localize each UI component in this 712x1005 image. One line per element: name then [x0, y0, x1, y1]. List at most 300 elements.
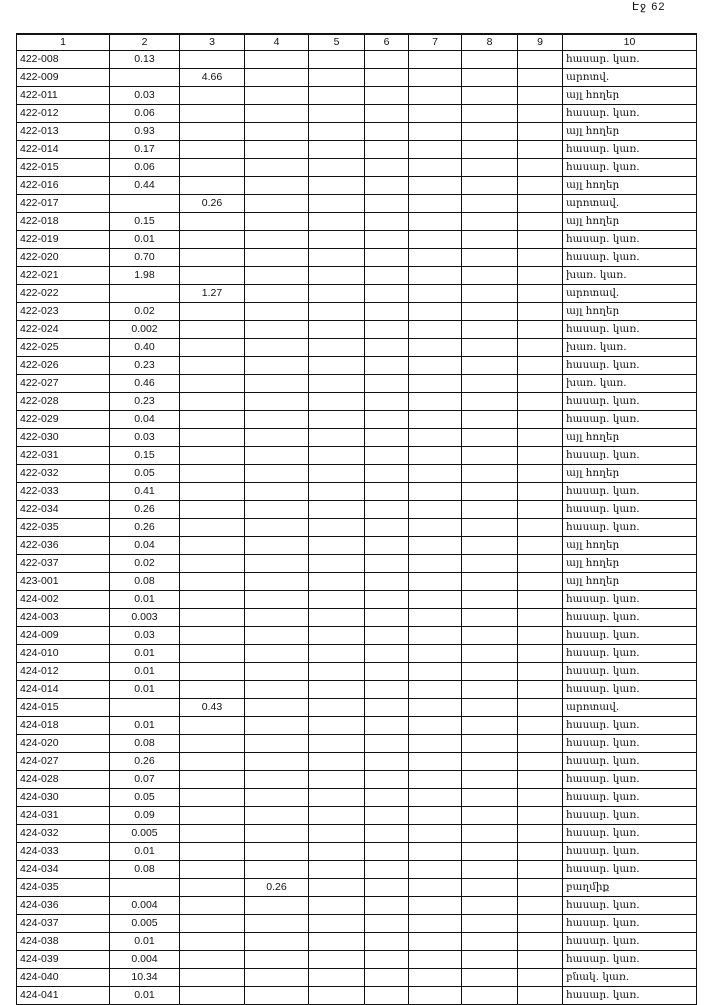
area-cell-col-8	[462, 699, 518, 717]
area-cell-col-9	[518, 321, 563, 339]
area-cell-col-6	[365, 105, 409, 123]
area-cell-col-2: 0.01	[110, 987, 180, 1005]
area-cell-col-6	[365, 249, 409, 267]
parcel-id-cell: 424-012	[17, 663, 110, 681]
area-cell-col-2: 0.02	[110, 555, 180, 573]
land-use-cell: խառ. կառ.	[563, 375, 697, 393]
land-use-cell: հասար. կառ.	[563, 717, 697, 735]
area-cell-col-8	[462, 609, 518, 627]
area-cell-col-3	[180, 537, 245, 555]
land-parcel-table	[16, 33, 697, 1005]
area-cell-col-3	[180, 159, 245, 177]
area-cell-col-4	[245, 663, 309, 681]
area-cell-col-6	[365, 213, 409, 231]
land-use-cell: արոտավ.	[563, 285, 697, 303]
area-cell-col-6	[365, 429, 409, 447]
area-cell-col-3	[180, 303, 245, 321]
area-cell-col-5	[309, 141, 365, 159]
column-header-6: 6	[365, 34, 409, 51]
table-row	[17, 105, 697, 123]
area-cell-col-8	[462, 537, 518, 555]
table-row	[17, 645, 697, 663]
area-cell-col-5	[309, 285, 365, 303]
area-cell-col-3	[180, 753, 245, 771]
area-cell-col-7	[409, 663, 462, 681]
parcel-id-cell: 422-015	[17, 159, 110, 177]
area-cell-col-2: 0.13	[110, 51, 180, 69]
area-cell-col-3	[180, 879, 245, 897]
area-cell-col-9	[518, 357, 563, 375]
area-cell-col-7	[409, 843, 462, 861]
land-use-cell: այլ հողեր	[563, 429, 697, 447]
area-cell-col-7	[409, 681, 462, 699]
area-cell-col-8	[462, 285, 518, 303]
area-cell-col-7	[409, 699, 462, 717]
area-cell-col-7	[409, 519, 462, 537]
area-cell-col-5	[309, 159, 365, 177]
area-cell-col-9	[518, 519, 563, 537]
area-cell-col-6	[365, 951, 409, 969]
table-row	[17, 807, 697, 825]
area-cell-col-6	[365, 897, 409, 915]
land-use-cell: այլ հողեր	[563, 213, 697, 231]
area-cell-col-2: 0.26	[110, 519, 180, 537]
table-row	[17, 933, 697, 951]
area-cell-col-6	[365, 501, 409, 519]
area-cell-col-3	[180, 807, 245, 825]
area-cell-col-3	[180, 267, 245, 285]
area-cell-col-2: 0.08	[110, 735, 180, 753]
area-cell-col-4	[245, 285, 309, 303]
land-use-cell: հասար. կառ.	[563, 681, 697, 699]
area-cell-col-9	[518, 645, 563, 663]
area-cell-col-4	[245, 231, 309, 249]
area-cell-col-3	[180, 843, 245, 861]
area-cell-col-4	[245, 681, 309, 699]
area-cell-col-9	[518, 555, 563, 573]
area-cell-col-3	[180, 789, 245, 807]
area-cell-col-6	[365, 807, 409, 825]
area-cell-col-5	[309, 609, 365, 627]
area-cell-col-8	[462, 735, 518, 753]
area-cell-col-9	[518, 195, 563, 213]
land-use-cell: հասար. կառ.	[563, 645, 697, 663]
table-row	[17, 483, 697, 501]
parcel-id-cell: 424-030	[17, 789, 110, 807]
area-cell-col-4	[245, 537, 309, 555]
area-cell-col-4	[245, 753, 309, 771]
area-cell-col-8	[462, 825, 518, 843]
area-cell-col-6	[365, 321, 409, 339]
area-cell-col-6	[365, 231, 409, 249]
table-row	[17, 879, 697, 897]
area-cell-col-7	[409, 645, 462, 663]
area-cell-col-8	[462, 807, 518, 825]
area-cell-col-9	[518, 375, 563, 393]
area-cell-col-2	[110, 195, 180, 213]
area-cell-col-4	[245, 969, 309, 987]
table-row	[17, 861, 697, 879]
area-cell-col-9	[518, 861, 563, 879]
area-cell-col-5	[309, 555, 365, 573]
area-cell-col-7	[409, 915, 462, 933]
area-cell-col-2: 0.06	[110, 159, 180, 177]
area-cell-col-6	[365, 87, 409, 105]
area-cell-col-5	[309, 915, 365, 933]
area-cell-col-7	[409, 771, 462, 789]
area-cell-col-8	[462, 879, 518, 897]
area-cell-col-9	[518, 447, 563, 465]
area-cell-col-6	[365, 591, 409, 609]
land-use-cell: խառ. կառ.	[563, 339, 697, 357]
area-cell-col-3	[180, 573, 245, 591]
area-cell-col-8	[462, 789, 518, 807]
area-cell-col-7	[409, 465, 462, 483]
land-use-cell: այլ հողեր	[563, 87, 697, 105]
land-use-cell: հասար. կառ.	[563, 771, 697, 789]
table-row	[17, 159, 697, 177]
area-cell-col-7	[409, 555, 462, 573]
area-cell-col-8	[462, 141, 518, 159]
page-number: Էջ 62	[632, 1, 666, 13]
area-cell-col-6	[365, 987, 409, 1005]
area-cell-col-7	[409, 861, 462, 879]
area-cell-col-2: 0.01	[110, 933, 180, 951]
area-cell-col-8	[462, 249, 518, 267]
area-cell-col-6	[365, 159, 409, 177]
area-cell-col-5	[309, 465, 365, 483]
area-cell-col-8	[462, 267, 518, 285]
area-cell-col-9	[518, 663, 563, 681]
area-cell-col-7	[409, 69, 462, 87]
table-row	[17, 969, 697, 987]
area-cell-col-8	[462, 861, 518, 879]
column-header-8: 8	[462, 34, 518, 51]
area-cell-col-4	[245, 699, 309, 717]
land-use-cell: հասար. կառ.	[563, 627, 697, 645]
area-cell-col-6	[365, 933, 409, 951]
area-cell-col-3	[180, 987, 245, 1005]
column-header-1: 1	[17, 34, 110, 51]
area-cell-col-5	[309, 735, 365, 753]
area-cell-col-3	[180, 483, 245, 501]
area-cell-col-7	[409, 411, 462, 429]
area-cell-col-3	[180, 681, 245, 699]
area-cell-col-2: 0.05	[110, 789, 180, 807]
area-cell-col-9	[518, 267, 563, 285]
area-cell-col-7	[409, 609, 462, 627]
area-cell-col-8	[462, 69, 518, 87]
parcel-id-cell: 424-002	[17, 591, 110, 609]
parcel-id-cell: 424-018	[17, 717, 110, 735]
area-cell-col-3	[180, 465, 245, 483]
area-cell-col-3	[180, 177, 245, 195]
area-cell-col-5	[309, 789, 365, 807]
table-row	[17, 609, 697, 627]
area-cell-col-8	[462, 591, 518, 609]
parcel-id-cell: 422-030	[17, 429, 110, 447]
area-cell-col-8	[462, 555, 518, 573]
area-cell-col-2	[110, 699, 180, 717]
area-cell-col-2: 0.93	[110, 123, 180, 141]
area-cell-col-9	[518, 105, 563, 123]
area-cell-col-6	[365, 789, 409, 807]
area-cell-col-3	[180, 951, 245, 969]
area-cell-col-3	[180, 645, 245, 663]
area-cell-col-7	[409, 483, 462, 501]
parcel-id-cell: 422-025	[17, 339, 110, 357]
table-row	[17, 375, 697, 393]
area-cell-col-5	[309, 969, 365, 987]
area-cell-col-5	[309, 753, 365, 771]
area-cell-col-5	[309, 879, 365, 897]
area-cell-col-9	[518, 465, 563, 483]
parcel-id-cell: 424-031	[17, 807, 110, 825]
area-cell-col-7	[409, 195, 462, 213]
area-cell-col-4	[245, 339, 309, 357]
land-use-cell: հասար. կառ.	[563, 933, 697, 951]
area-cell-col-7	[409, 393, 462, 411]
land-use-cell: արոտվ.	[563, 69, 697, 87]
area-cell-col-2: 0.01	[110, 681, 180, 699]
table-row	[17, 303, 697, 321]
area-cell-col-2: 0.09	[110, 807, 180, 825]
parcel-id-cell: 422-023	[17, 303, 110, 321]
area-cell-col-6	[365, 195, 409, 213]
area-cell-col-4	[245, 807, 309, 825]
area-cell-col-3: 0.43	[180, 699, 245, 717]
area-cell-col-3	[180, 51, 245, 69]
area-cell-col-6	[365, 339, 409, 357]
parcel-id-cell: 424-036	[17, 897, 110, 915]
area-cell-col-5	[309, 195, 365, 213]
area-cell-col-3	[180, 429, 245, 447]
area-cell-col-2: 0.004	[110, 897, 180, 915]
area-cell-col-9	[518, 753, 563, 771]
land-use-cell: այլ հողեր	[563, 177, 697, 195]
area-cell-col-6	[365, 753, 409, 771]
area-cell-col-7	[409, 159, 462, 177]
area-cell-col-2: 0.04	[110, 411, 180, 429]
area-cell-col-6	[365, 879, 409, 897]
area-cell-col-8	[462, 663, 518, 681]
area-cell-col-6	[365, 645, 409, 663]
area-cell-col-5	[309, 537, 365, 555]
area-cell-col-3	[180, 663, 245, 681]
area-cell-col-4	[245, 267, 309, 285]
table-row	[17, 717, 697, 735]
area-cell-col-8	[462, 411, 518, 429]
area-cell-col-5	[309, 267, 365, 285]
area-cell-col-8	[462, 429, 518, 447]
land-use-cell: հասար. կառ.	[563, 987, 697, 1005]
area-cell-col-2: 10.34	[110, 969, 180, 987]
area-cell-col-8	[462, 105, 518, 123]
area-cell-col-4	[245, 627, 309, 645]
area-cell-col-2: 0.03	[110, 429, 180, 447]
table-row	[17, 843, 697, 861]
area-cell-col-7	[409, 969, 462, 987]
area-cell-col-9	[518, 411, 563, 429]
parcel-id-cell: 422-019	[17, 231, 110, 249]
area-cell-col-8	[462, 339, 518, 357]
table-row	[17, 951, 697, 969]
area-cell-col-2: 0.46	[110, 375, 180, 393]
area-cell-col-9	[518, 699, 563, 717]
parcel-id-cell: 422-036	[17, 537, 110, 555]
area-cell-col-2	[110, 879, 180, 897]
area-cell-col-8	[462, 465, 518, 483]
area-cell-col-7	[409, 249, 462, 267]
land-use-cell: հասար. կառ.	[563, 141, 697, 159]
area-cell-col-3	[180, 717, 245, 735]
parcel-id-cell: 422-016	[17, 177, 110, 195]
area-cell-col-4	[245, 195, 309, 213]
column-header-2: 2	[110, 34, 180, 51]
area-cell-col-4	[245, 123, 309, 141]
area-cell-col-3: 4.66	[180, 69, 245, 87]
column-header-5: 5	[309, 34, 365, 51]
area-cell-col-9	[518, 717, 563, 735]
area-cell-col-8	[462, 159, 518, 177]
area-cell-col-3	[180, 519, 245, 537]
area-cell-col-5	[309, 987, 365, 1005]
area-cell-col-7	[409, 267, 462, 285]
area-cell-col-4	[245, 591, 309, 609]
area-cell-col-4	[245, 825, 309, 843]
area-cell-col-9	[518, 879, 563, 897]
area-cell-col-5	[309, 123, 365, 141]
area-cell-col-3	[180, 231, 245, 249]
area-cell-col-2: 0.70	[110, 249, 180, 267]
area-cell-col-3	[180, 825, 245, 843]
parcel-id-cell: 424-020	[17, 735, 110, 753]
area-cell-col-8	[462, 951, 518, 969]
area-cell-col-7	[409, 789, 462, 807]
area-cell-col-5	[309, 573, 365, 591]
area-cell-col-4	[245, 69, 309, 87]
area-cell-col-5	[309, 51, 365, 69]
area-cell-col-9	[518, 789, 563, 807]
area-cell-col-9	[518, 825, 563, 843]
area-cell-col-4	[245, 609, 309, 627]
area-cell-col-7	[409, 141, 462, 159]
area-cell-col-8	[462, 681, 518, 699]
table-row	[17, 51, 697, 69]
area-cell-col-4	[245, 735, 309, 753]
area-cell-col-9	[518, 483, 563, 501]
table-row	[17, 231, 697, 249]
area-cell-col-4	[245, 447, 309, 465]
area-cell-col-4	[245, 843, 309, 861]
table-row	[17, 699, 697, 717]
area-cell-col-5	[309, 177, 365, 195]
area-cell-col-7	[409, 429, 462, 447]
area-cell-col-3	[180, 411, 245, 429]
area-cell-col-6	[365, 411, 409, 429]
area-cell-col-6	[365, 393, 409, 411]
area-cell-col-7	[409, 303, 462, 321]
parcel-id-cell: 422-027	[17, 375, 110, 393]
land-use-cell: հասար. կառ.	[563, 357, 697, 375]
area-cell-col-9	[518, 141, 563, 159]
land-use-cell: հասար. կառ.	[563, 609, 697, 627]
area-cell-col-2: 0.004	[110, 951, 180, 969]
area-cell-col-5	[309, 645, 365, 663]
area-cell-col-4	[245, 465, 309, 483]
area-cell-col-9	[518, 771, 563, 789]
area-cell-col-5	[309, 357, 365, 375]
area-cell-col-4	[245, 177, 309, 195]
area-cell-col-4	[245, 519, 309, 537]
area-cell-col-4	[245, 141, 309, 159]
area-cell-col-7	[409, 807, 462, 825]
area-cell-col-2: 0.26	[110, 753, 180, 771]
land-use-cell: այլ հողեր	[563, 555, 697, 573]
parcel-id-cell: 424-039	[17, 951, 110, 969]
area-cell-col-4	[245, 771, 309, 789]
area-cell-col-3: 1.27	[180, 285, 245, 303]
area-cell-col-9	[518, 177, 563, 195]
area-cell-col-6	[365, 735, 409, 753]
table-row	[17, 69, 697, 87]
area-cell-col-5	[309, 375, 365, 393]
parcel-id-cell: 422-021	[17, 267, 110, 285]
land-use-cell: այլ հողեր	[563, 537, 697, 555]
land-use-cell: հասար. կառ.	[563, 735, 697, 753]
table-row	[17, 519, 697, 537]
table-row	[17, 771, 697, 789]
table-row	[17, 447, 697, 465]
area-cell-col-3	[180, 933, 245, 951]
area-cell-col-2: 0.03	[110, 627, 180, 645]
parcel-id-cell: 422-032	[17, 465, 110, 483]
area-cell-col-4	[245, 501, 309, 519]
area-cell-col-9	[518, 933, 563, 951]
area-cell-col-9	[518, 681, 563, 699]
area-cell-col-5	[309, 483, 365, 501]
area-cell-col-5	[309, 213, 365, 231]
area-cell-col-3	[180, 915, 245, 933]
area-cell-col-6	[365, 771, 409, 789]
area-cell-col-5	[309, 321, 365, 339]
area-cell-col-3	[180, 735, 245, 753]
area-cell-col-5	[309, 897, 365, 915]
area-cell-col-4	[245, 303, 309, 321]
area-cell-col-2: 0.005	[110, 915, 180, 933]
table-row	[17, 213, 697, 231]
area-cell-col-6	[365, 663, 409, 681]
area-cell-col-6	[365, 843, 409, 861]
area-cell-col-2: 0.17	[110, 141, 180, 159]
parcel-id-cell: 422-008	[17, 51, 110, 69]
area-cell-col-4	[245, 933, 309, 951]
parcel-id-cell: 422-031	[17, 447, 110, 465]
parcel-id-cell: 424-010	[17, 645, 110, 663]
area-cell-col-5	[309, 393, 365, 411]
table-row	[17, 123, 697, 141]
area-cell-col-9	[518, 51, 563, 69]
area-cell-col-8	[462, 915, 518, 933]
table-row	[17, 339, 697, 357]
area-cell-col-2: 0.05	[110, 465, 180, 483]
area-cell-col-3	[180, 555, 245, 573]
area-cell-col-6	[365, 609, 409, 627]
area-cell-col-4	[245, 915, 309, 933]
area-cell-col-9	[518, 393, 563, 411]
land-use-cell: խառ. կառ.	[563, 267, 697, 285]
area-cell-col-5	[309, 411, 365, 429]
